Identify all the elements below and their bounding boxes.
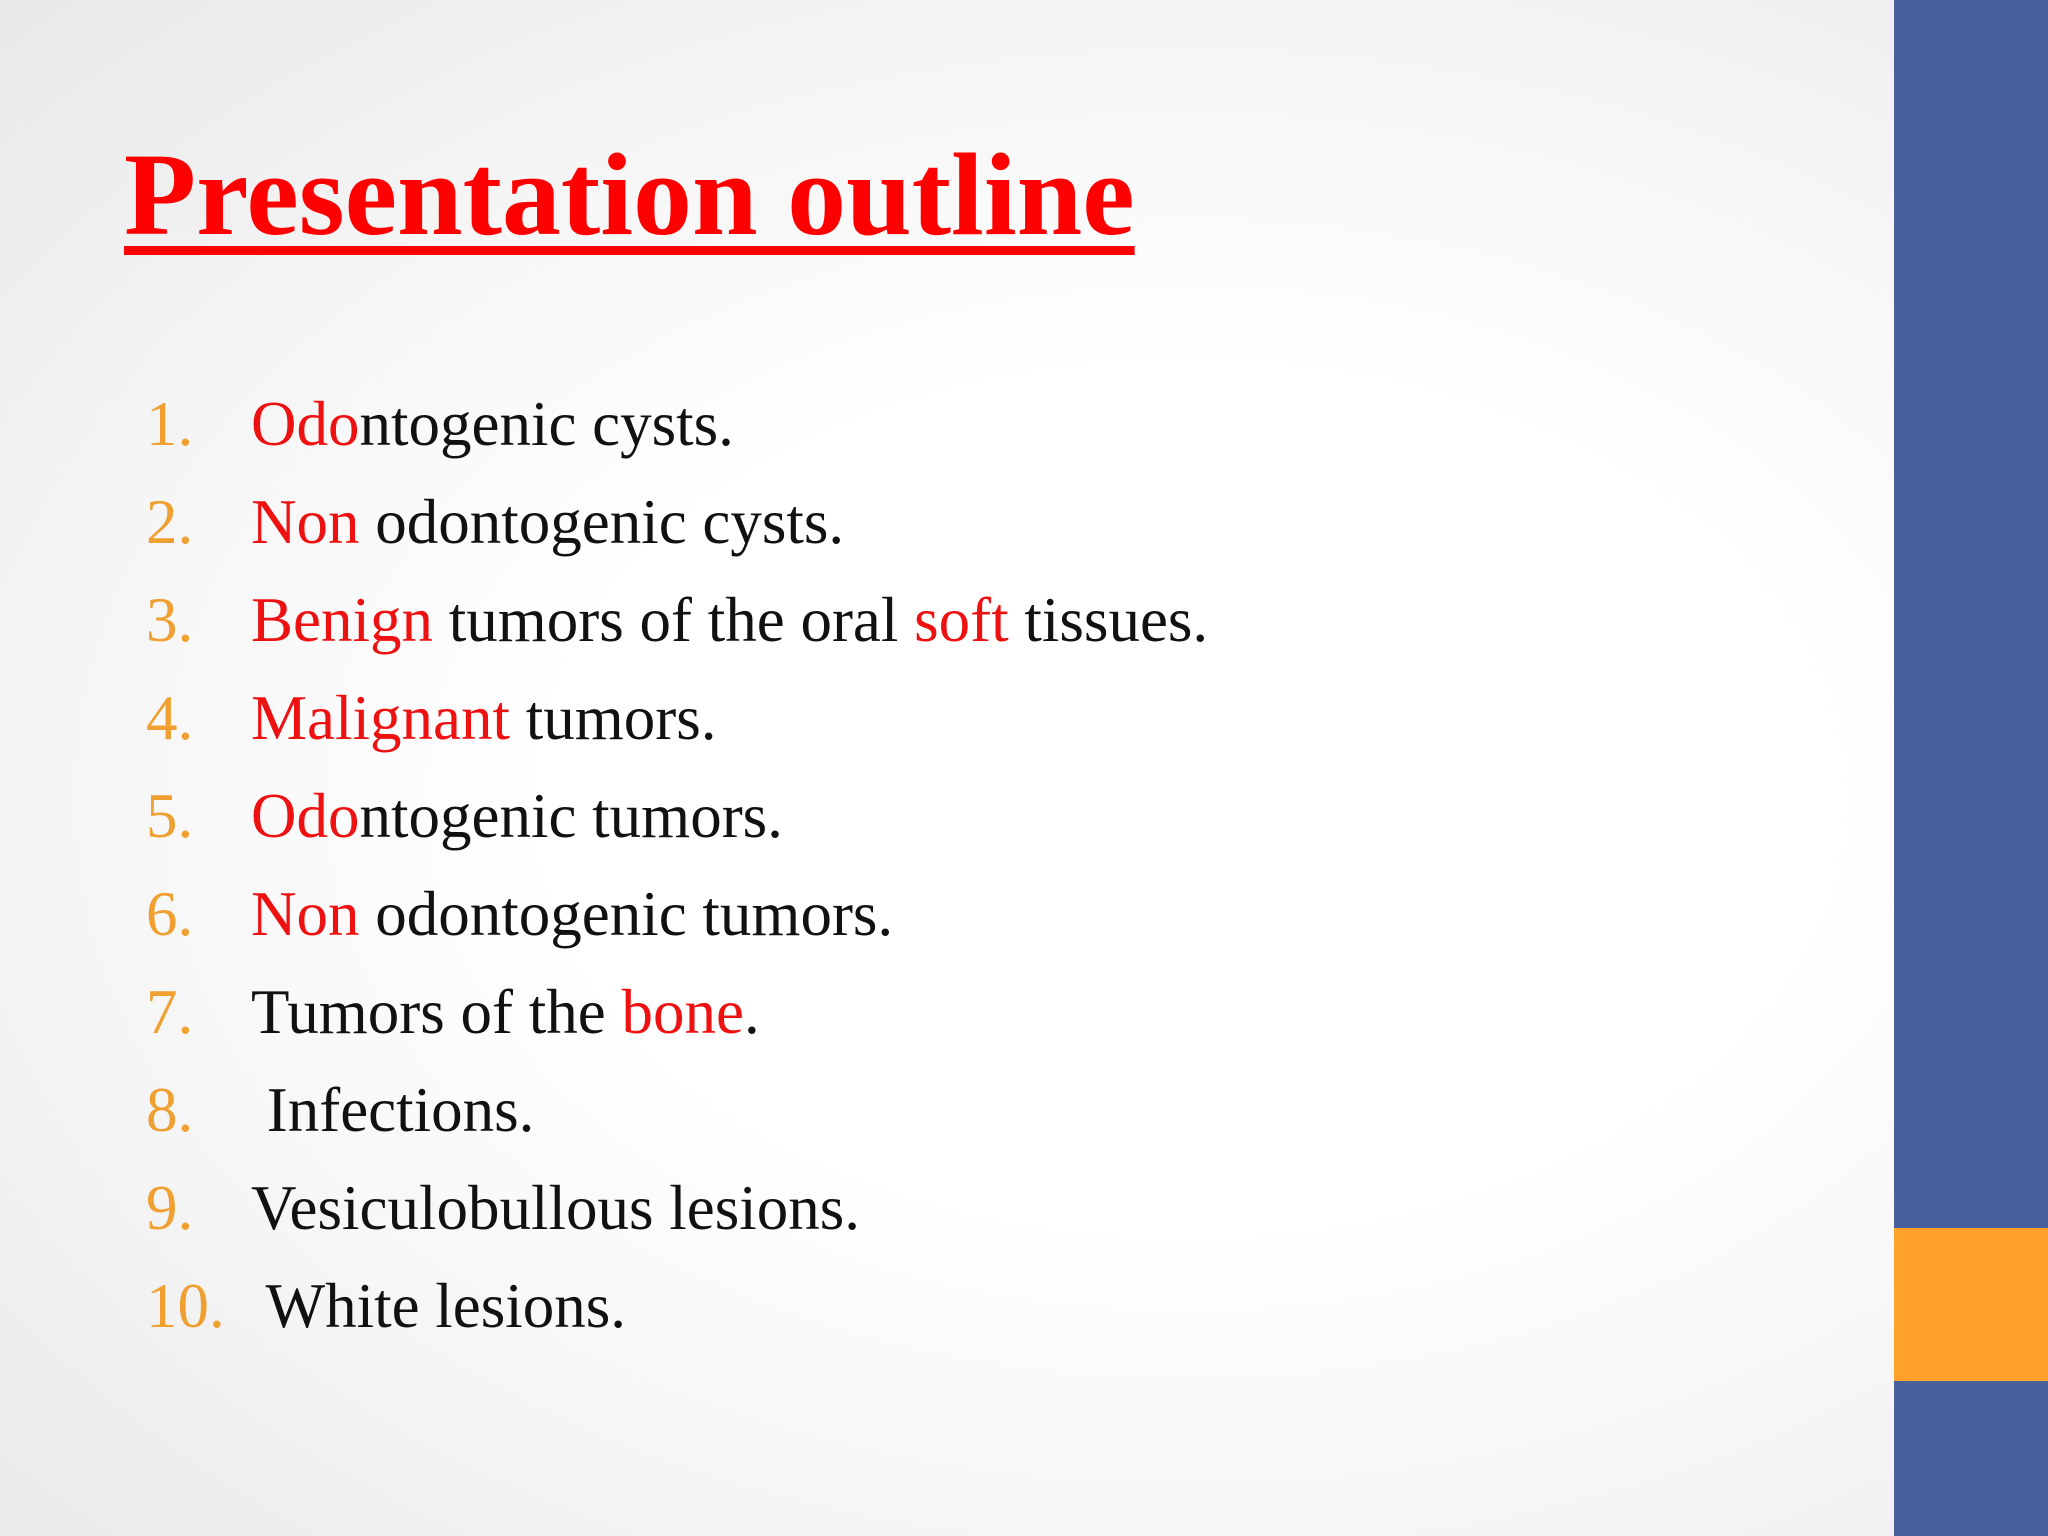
outline-item	[146, 375, 1208, 473]
item-text-segment: White lesions.	[251, 1271, 627, 1341]
outline-item	[146, 571, 1208, 669]
outline-item-text	[251, 1257, 626, 1355]
outline-item-number: 4.	[146, 683, 194, 753]
item-text-segment: tumors.	[509, 683, 717, 753]
outline-list	[146, 375, 1208, 1355]
item-text-segment: odontogenic cysts.	[359, 487, 845, 557]
slide-title: Presentation outline	[124, 129, 1135, 260]
outline-item	[146, 669, 1208, 767]
outline-item-number: 1.	[146, 389, 194, 459]
outline-item-number: 10.	[146, 1271, 225, 1341]
outline-item-text	[251, 375, 734, 473]
outline-item-number: 6.	[146, 879, 194, 949]
item-text-segment: odontogenic tumors.	[359, 879, 894, 949]
item-text-segment: tumors of the oral	[433, 585, 915, 655]
highlighted-term: Malignant	[251, 683, 510, 753]
outline-item-number: 3.	[146, 585, 194, 655]
outline-item	[146, 1061, 1208, 1159]
item-text-segment: Infections.	[251, 1075, 535, 1145]
highlighted-term: Benign	[251, 585, 433, 655]
outline-item-text	[251, 571, 1208, 669]
item-text-segment: .	[743, 977, 760, 1047]
outline-item-text	[251, 1061, 534, 1159]
outline-item	[146, 865, 1208, 963]
outline-item-text	[251, 963, 760, 1061]
outline-item-number: 9.	[146, 1173, 194, 1243]
highlighted-term: Non	[251, 487, 360, 557]
outline-item	[146, 963, 1208, 1061]
highlighted-term: bone	[621, 977, 744, 1047]
outline-item-number: 7.	[146, 977, 194, 1047]
outline-item	[146, 1257, 1208, 1355]
highlighted-term: Non	[251, 879, 360, 949]
highlighted-term: soft	[914, 585, 1009, 655]
highlighted-term: Odo	[251, 389, 360, 459]
outline-item-number: 5.	[146, 781, 194, 851]
item-text-segment: ntogenic tumors.	[359, 781, 783, 851]
item-text-segment: Vesiculobullous lesions.	[251, 1173, 860, 1243]
outline-item-text	[251, 473, 844, 571]
outline-item-number: 8.	[146, 1075, 194, 1145]
outline-item-text	[251, 669, 716, 767]
item-text-segment: ntogenic cysts.	[359, 389, 734, 459]
highlighted-term: Odo	[251, 781, 360, 851]
outline-item-number: 2.	[146, 487, 194, 557]
outline-item	[146, 1159, 1208, 1257]
outline-item-text	[251, 767, 783, 865]
side-bar	[1894, 0, 2048, 1536]
outline-item	[146, 767, 1208, 865]
side-bar-accent	[1894, 1228, 2048, 1381]
item-text-segment: Tumors of the	[251, 977, 622, 1047]
outline-item	[146, 473, 1208, 571]
outline-item-text	[251, 1159, 860, 1257]
item-text-segment: tissues.	[1008, 585, 1209, 655]
outline-item-text	[251, 865, 893, 963]
